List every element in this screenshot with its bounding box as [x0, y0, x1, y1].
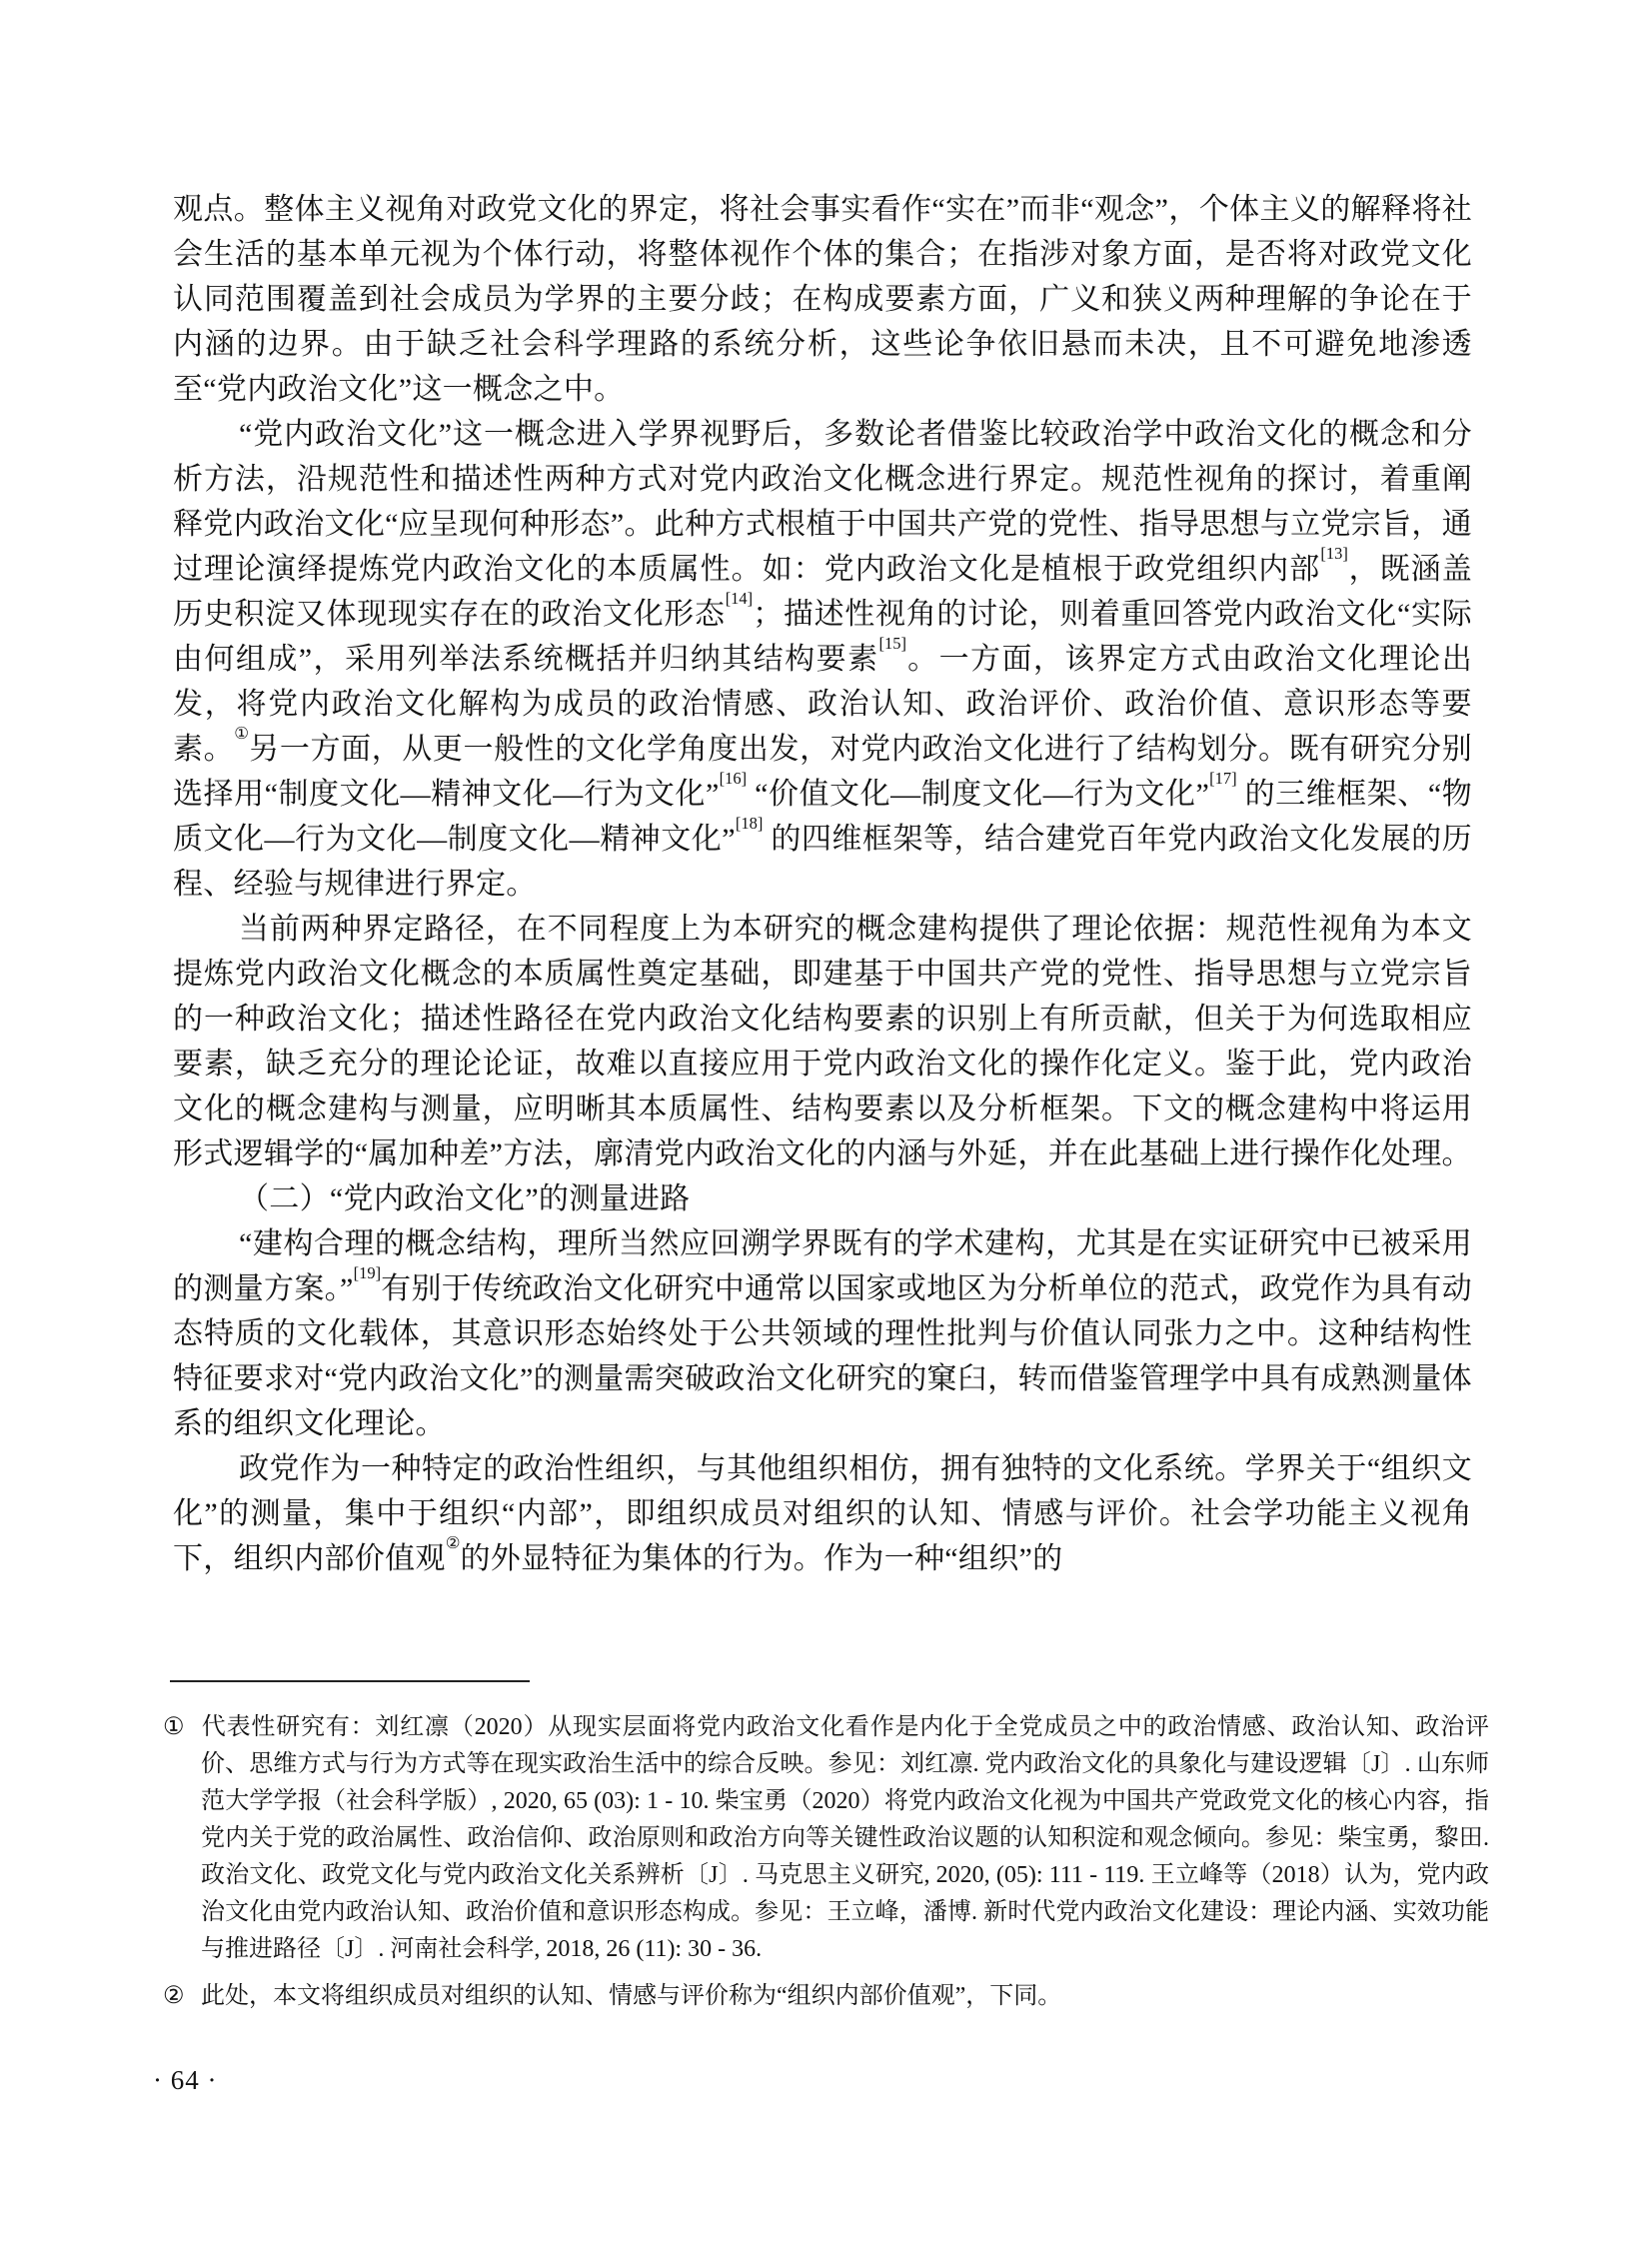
- citation-ref: ②: [445, 1532, 461, 1552]
- body-paragraph: “党内政治文化”这一概念进入学界视野后，多数论者借鉴比较政治学中政治文化的概念和分析方法，沿规范性和描述性两种方式对党内政治文化概念进行界定。规范性视角的探讨，着重阐释党内政治文化“应呈现何种形态”。此种方式根植于中国共产党的党性、指导思想与立党宗旨，通过理论演绎提炼党内政治文化的本质属性。如：党内政治文化是植根于政党组织内部[13]，既涵盖历史积淀又体现现实存在的政治文化形态[14]；描述性视角的讨论，则着重回答党内政治文化“实际由何组成”，采用列举法系统概括并归纳其结构要素[15]。一方面，该界定方式由政治文化理论出发，将党内政治文化解构为成员的政治情感、政治认知、政治评价、政治价值、意识形态等要素。①另一方面，从更一般性的文化学角度出发，对党内政治文化进行了结构划分。既有研究分别选择用“制度文化—精神文化—行为文化”[16] “价值文化—制度文化—行为文化”[17] 的三维框架、“物质文化—行为文化—制度文化—精神文化”[18] 的四维框架等，结合建党百年党内政治文化发展的历程、经验与规律进行界定。: [173, 418, 1473, 901]
- page-number: · 64 ·: [153, 2065, 218, 2095]
- footnote-divider: [170, 1680, 530, 1682]
- footnote-marker: ①: [163, 1714, 185, 1740]
- body-paragraph: “建构合理的概念结构，理所当然应回溯学界既有的学术建构，尤其是在实证研究中已被采用的测量方案。”[19]有别于传统政治文化研究中通常以国家或地区为分析单位的范式，政党作为具有动态特质的文化载体，其意识形态始终处于公共领域的理性批判与价值认同张力之中。这种结构性特征要求对“党内政治文化”的测量需突破政治文化研究的窠臼，转而借鉴管理学中具有成熟测量体系的组织文化理论。: [173, 1227, 1472, 1440]
- citation-ref: [19]: [353, 1262, 382, 1282]
- citation-ref: [15]: [878, 633, 907, 653]
- body-paragraph: 政党作为一种特定的政治性组织，与其他组织相仿，拥有独特的文化系统。学界关于“组织文化”的测量，集中于组织“内部”，即组织成员对组织的认知、情感与评价。社会学功能主义视角下，组织内部价值观②的外显特征为集体的行为。作为一种“组织”的: [173, 1452, 1472, 1575]
- footnote-item: ② 此处，本文将组织成员对组织的认知、情感与评价称为“组织内部价值观”，下同。: [163, 1978, 1489, 2015]
- section-heading: （二）“党内政治文化”的测量进路: [239, 1182, 691, 1215]
- body-paragraph: 观点。整体主义视角对政党文化的界定，将社会事实看作“实在”而非“观念”，个体主义的解释将社会生活的基本单元视为个体行动，将整体视作个体的集合；在指涉对象方面，是否将对政党文化认同范围覆盖到社会成员为学界的主要分歧；在构成要素方面，广义和狭义两种理解的争论在于内涵的边界。由于缺乏社会科学理路的系统分析，这些论争依旧悬而未决，且不可避免地渗透至“党内政治文化”这一概念之中。: [173, 193, 1472, 406]
- footnotes-section: [163, 1709, 1489, 2025]
- body-paragraph: 当前两种界定路径，在不同程度上为本研究的概念建构提供了理论依据：规范性视角为本文提炼党内政治文化概念的本质属性奠定基础，即建基于中国共产党的党性、指导思想与立党宗旨的一种政治文化；描述性路径在党内政治文化结构要素的识别上有所贡献，但关于为何选取相应要素，缺乏充分的理论论证，故难以直接应用于党内政治文化的操作化定义。鉴于此，党内政治文化的概念建构与测量，应明晰其本质属性、结构要素以及分析框架。下文的概念建构中将运用形式逻辑学的“属加种差”方法，廓清党内政治文化的内涵与外延，并在此基础上进行操作化处理。: [173, 913, 1472, 1170]
- citation-ref: [13]: [1320, 543, 1348, 563]
- citation-ref: [17]: [1209, 768, 1237, 788]
- citation-ref: [18]: [735, 813, 764, 833]
- footnote-item: ① 代表性研究有：刘红凛（2020）从现实层面将党内政治文化看作是内化于全党成员之中的政治情感、政治认知、政治评价、思维方式与行为方式等在现实政治生活中的综合反映。参见：刘红凛. 党内政治文化的具象化与建设逻辑〔J〕. 山东师范大学学报（社会科学版）, 2020, 65 (03): 1 - 10. 柴宝勇（2020）将党内政治文化视为中国共产党政党文化的核心内容，指党内关于党的政治属性、政治信仰、政治原则和政治方向等关键性政治议题的认知积淀和观念倾向。参见：柴宝勇，黎田. 政治文化、政党文化与党内政治文化关系辨析〔J〕. 马克思主义研究, 2020, (05): 111 - 119. 王立峰等（2018）认为，党内政治文化由党内政治认知、政治价值和意识形态构成。参见：王立峰，潘博. 新时代党内政治文化建设：理论内涵、实效功能与推进路径〔J〕. 河南社会科学, 2018, 26 (11): 30 - 36.: [163, 1709, 1489, 1968]
- citation-ref: [14]: [725, 588, 754, 608]
- citation-ref: [16]: [719, 768, 748, 788]
- footnote-marker: ②: [163, 1983, 185, 2009]
- citation-ref: ①: [234, 723, 250, 743]
- article-body: [173, 187, 1472, 1581]
